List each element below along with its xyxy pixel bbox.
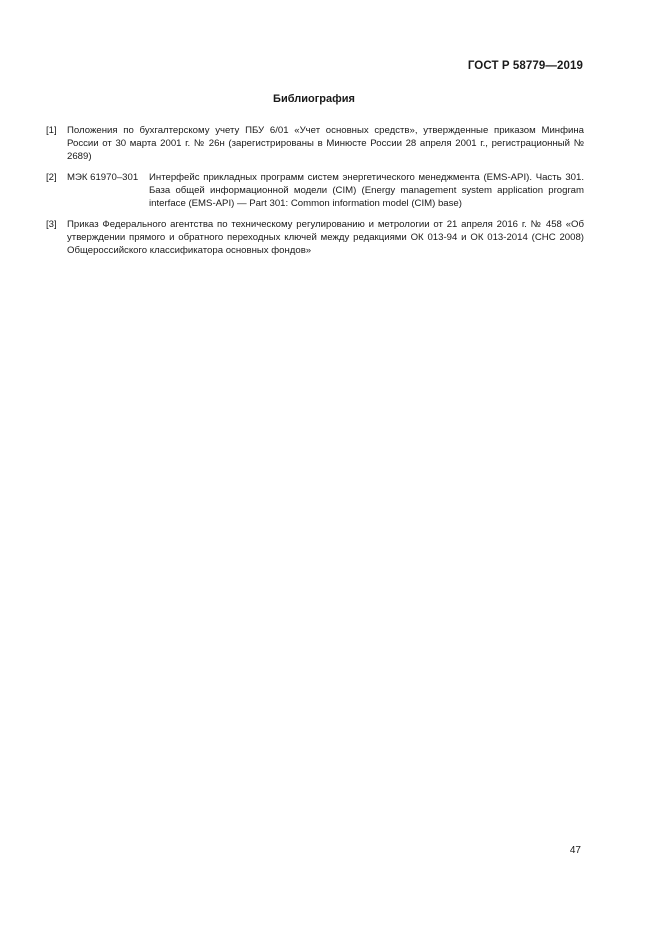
bibliography-entry-number: [1] [46,125,57,136]
bibliography-entry-2 [46,171,584,210]
bibliography-entry-3 [46,218,584,257]
bibliography-list [46,124,584,265]
bibliography-entry-1 [46,124,584,163]
bibliography-entry-number: [3] [46,219,57,230]
bibliography-title: Библиография [273,93,355,105]
bibliography-entry-standard-code: МЭК 61970–301 [67,172,139,183]
bibliography-entry-text: Положения по бухгалтерскому учету ПБУ 6/01 «Учет основных средств», утвержденные приказом Минфина России от 30 марта 2001 г. № 26н (зарегистрированы в Минюсте России 28 апреля 2001 г., регистрационный № 2689) [67,125,584,162]
bibliography-entry-text: Интерфейс прикладных программ систем энергетического менеджмента (EMS-API). Часть 301. База общей информационной модели (CIM) (Energy management system application program interface (EMS-API) — Part 301: Common information model (CIM) base) [149,172,584,209]
standard-id-header: ГОСТ Р 58779—2019 [467,60,583,72]
page-number: 47 [569,845,581,856]
bibliography-entry-text: Приказ Федерального агентства по техническому регулированию и метрологии от 21 апреля 2016 г. № 458 «Об утверждении прямого и обратного переходных ключей между редакциями ОК 013-94 и ОК 013-2014 (СНС 2008) Общероссийского классификатора основных фондов» [67,219,584,256]
bibliography-entry-number: [2] [46,172,57,183]
